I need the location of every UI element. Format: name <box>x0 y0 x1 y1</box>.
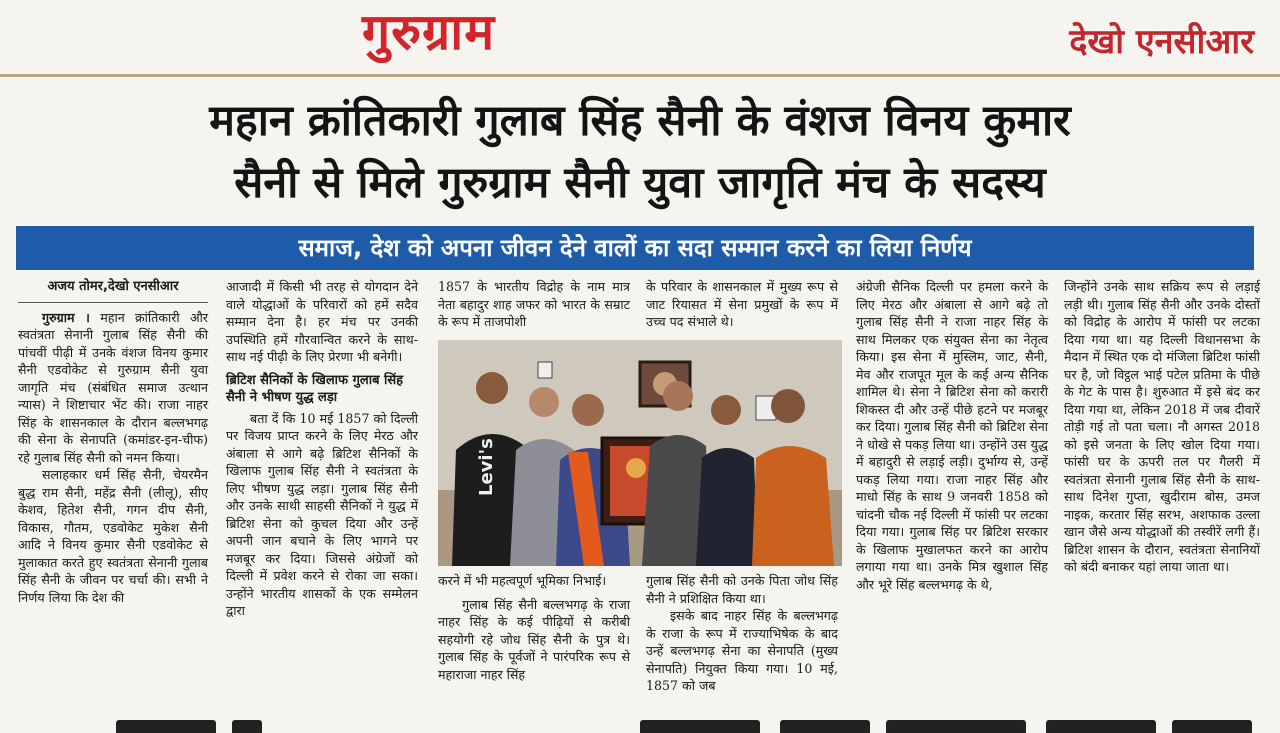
section-title: गुरुग्राम <box>362 3 496 61</box>
news-photo <box>438 340 842 566</box>
masthead <box>0 0 1280 76</box>
headline <box>0 90 1280 214</box>
column-1-para-2: सलाहकार धर्म सिंह सैनी, चेयरमैन बुद्ध राम सैनी, महेंद्र सैनी (लीलू), सीए केशव, हितेश सैनी, गगन दीप सैनी, विकास, गौतम, एडवोकेट मुकेश सैनी आदि ने विनय कुमार सैनी एडवोकेट से मुलाकात करते हुए स्वतंत्रता सेनानी गुलाब सिंह सैनी के जीवन पर चर्चा की। सभी ने निर्णय लिया कि देश की <box>18 467 208 605</box>
byline: अजय तोमर,देखो एनसीआर <box>18 278 208 303</box>
header-rule <box>0 74 1280 77</box>
group-photo-illustration <box>438 340 842 566</box>
dateline: गुरुग्राम । <box>42 309 90 325</box>
column-2-subhead: ब्रिटिश सैनिकों के खिलाफ गुलाब सिंह सैनी ने भीषण युद्ध लड़ा <box>226 372 404 405</box>
column-3-para-2: गुलाब सिंह सैनी बल्लभगढ़ के राजा नाहर सिंह के कई पीढ़ियों से करीबी सहयोगी रहे जोध सिंह सैनी के पुत्र थे। गुलाब सिंह के पूर्वजों ने पारंपरिक रूप से महाराजा नाहर सिंह <box>438 596 630 682</box>
next-article-headline-cutoff <box>0 712 1280 733</box>
column-3-para-1: करने में भी महत्वपूर्ण भूमिका निभाई। <box>438 573 607 588</box>
column-6: जिन्होंने उनके साथ सक्रिय रूप से लड़ाई लड़ी थी। गुलाब सिंह सैनी और उनके दोस्तों को विद्रोह के आरोप में फांसी पर लटका दिया गया था। यह दिल्ली विधानसभा के मैदान में स्थित एक दो मंजिला ब्रिटिश फांसी घर है, जो विट्ठल भाई पटेल प्रतिमा के पीछे के गेट के पास है। शुरुआत में इसे बंद कर दिया गया था, लेकिन 2018 में जब दीवारें तोड़ी गई तो पता चला। नौ अगस्त 2018 को इसे जनता के लिए खोल दिया गया। फांसी घर के ऊपरी तल पर गैलरी में स्वतंत्रता सेनानी गुलाब सिंह सैनी के साथ-साथ दिनेश गुप्ता, खुदीराम बोस, उमज नाइक, करतार सिंह सरभ, अशफाक उल्ला खान जैसे अन्य योद्धाओं की तस्वीरें लगी हैं। ब्रिटिश शासन के दौरान, स्वतंत्रता सेनानियों को बंदी बनाकर यहां लाया जाता था। <box>1064 279 1260 574</box>
column-1-text-1: महान क्रांतिकारी और स्वतंत्रता सेनानी गुलाब सिंह सैनी की पांचवीं पीढ़ी में उनके वंशज विनय कुमार सैनी एडवोकेट से गुरुग्राम सैनी युवा जागृति मंच (संबंधित समाज उत्थान न्यास) ने शिष्टाचार भेंट की। राजा नाहर सिंह के शासनकाल के दौरान बल्लभगढ़ की सेना के सेनापति (कमांडर-इन-चीफ) रहे गुलाब सिंह सैनी को नमन किया। <box>18 309 208 465</box>
brand-name: देखो एनसीआर <box>1069 22 1254 62</box>
column-2-para-2: बता दें कि 10 मई 1857 को दिल्ली पर विजय प्राप्त करने के लिए मेरठ और अंबाला से आगे बढ़े ब्रिटिश सैनिकों के खिलाफ गुलाब सिंह सैनी ने स्वतंत्रता के लिए भीषण युद्ध लड़ा। गुलाब सिंह सैनी और उनके साथी साहसी सैनिकों ने युद्ध में ब्रिटिश सेना को कुचल दिया और उन्हें अपनी जान बचाने के लिए भागने पर मजबूर कर दिया। जिससे अंग्रेजों को दिल्ली में प्रवेश करने से रोका जा सका। उन्होंने भारतीय शासकों के एक सम्मेलन द्वारा <box>226 410 418 618</box>
column-3-top: 1857 के भारतीय विद्रोह के नाम मात्र नेता बहादुर शाह जफर को भारत के सम्राट के रूप में ताजपोशी <box>438 279 630 329</box>
column-4-top: के परिवार के शासनकाल में मुख्य रूप से जाट रियासत में सेना प्रमुखों के रूप में उच्च पद संभाले थे। <box>646 279 838 329</box>
column-4-para-1: गुलाब सिंह सैनी को उनके पिता जोध सिंह सैनी ने प्रशिक्षित किया था। <box>646 573 838 606</box>
column-5: अंग्रेजी सैनिक दिल्ली पर हमला करने के लिए मेरठ और अंबाला से आगे बढ़े तो गुलाब सिंह सैनी ने राजा नाहर सिंह के साथ मिलकर एक संयुक्त सेना का नेतृत्व किया। इस सेना में मुस्लिम, जाट, सैनी, मेव और राजपूत मूल के कई अन्य सैनिक शामिल थे। सेना ने ब्रिटिश सेना को करारी शिकस्त दी और उन्हें पीछे हटने पर मजबूर कर दिया। गुलाब सिंह सैनी को ब्रिटिश सेना ने धोखे से पकड़ लिया था। उन्होंने उस युद्ध में बहादुरी से लड़ाई लड़ी। दुर्भाग्य से, उन्हें पकड़ लिया गया। राजा नाहर सिंह और माधो सिंह के साथ 9 जनवरी 1858 को चांदनी चौक नई दिल्ली में फांसी पर लटका दिया गया। गुलाब सिंह पर ब्रिटिश सरकार के खिलाफ मुखालफत करने का आरोप लगाया गया था। उनके मित्र खुशाल सिंह और भूरे सिंह बल्लभगढ़ के थे, <box>856 279 1048 592</box>
column-2 <box>226 278 418 620</box>
headline-line-1: महान क्रांतिकारी गुलाब सिंह सैनी के वंशज विनय कुमार <box>209 96 1071 146</box>
column-1 <box>18 278 208 606</box>
headline-line-2: सैनी से मिले गुरुग्राम सैनी युवा जागृति मंच के सदस्य <box>234 158 1046 208</box>
shirt-text: Levi's <box>476 438 497 496</box>
column-2-para-1: आजादी में किसी भी तरह से योगदान देने वाले योद्धाओं के परिवारों को हमें सदैव सम्मान देना है। हर मंच पर उनकी उपस्थिति हमें गौरवान्वित करने के साथ-साथ नई पीढ़ी के लिए प्रेरणा भी बनेगी। <box>226 279 418 364</box>
column-4-bottom <box>646 572 838 695</box>
subheadline-band: समाज, देश को अपना जीवन देने वालों का सदा सम्मान करने का लिया निर्णय <box>16 226 1254 270</box>
column-4-para-2: इसके बाद नाहर सिंह के बल्लभगढ़ के राजा के रूप में राज्याभिषेक के बाद उन्हें बल्लभगढ़ सेना का सेनापति (मुख्य सेनापति) नियुक्त किया गया। 10 मई, 1857 को जब <box>646 608 838 693</box>
column-1-para-1 <box>18 309 208 467</box>
column-3-bottom <box>438 572 630 683</box>
